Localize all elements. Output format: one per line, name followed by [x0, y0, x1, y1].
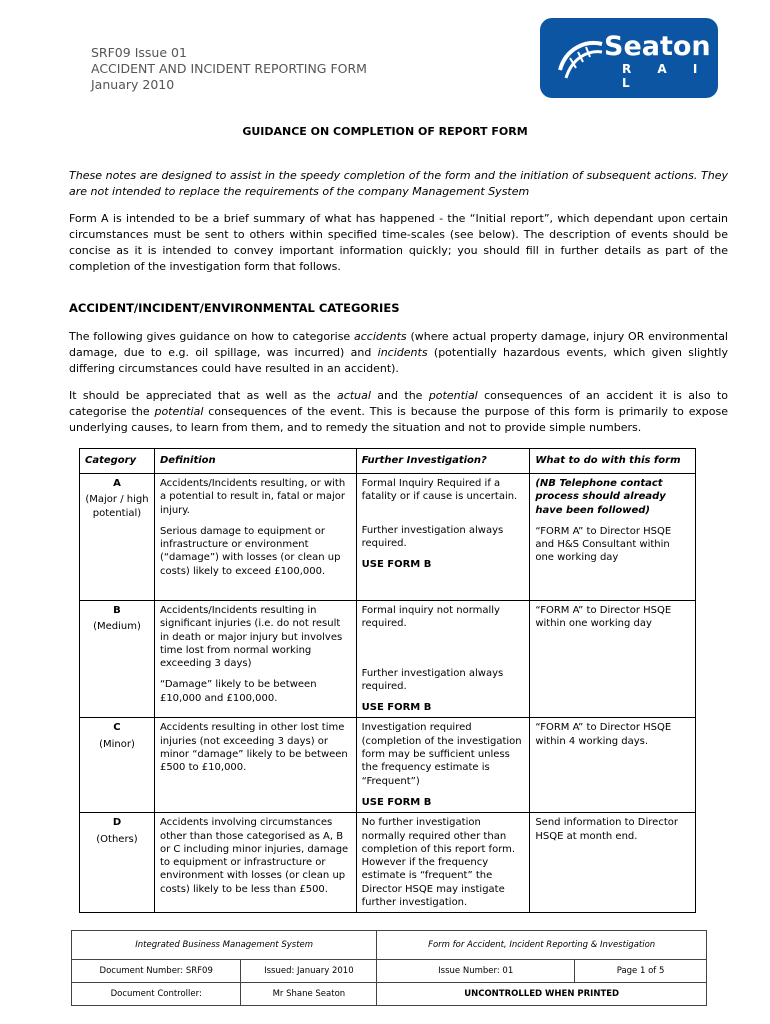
footer-controller-label: Document Controller:: [72, 983, 241, 1006]
document-footer: [71, 930, 707, 1006]
footer-controller-name: Mr Shane Seaton: [241, 983, 377, 1006]
definition-cell: Accidents resulting in other lost time injuries (not exceeding 3 days) or minor “damage” likely to be between £500 to £10,000.: [154, 718, 356, 813]
seaton-rail-logo: [540, 18, 718, 98]
action-cell: (NB Telephone contact process should already have been followed) “FORM A” to Director HSQE and H&S Consultant within one working day: [530, 474, 696, 601]
action-cell: “FORM A” to Director HSQE within one working day: [530, 601, 696, 718]
action-cell: “FORM A” to Director HSQE within 4 working days.: [530, 718, 696, 813]
category-cell: D (Others): [80, 813, 155, 913]
investigation-cell: No further investigation normally required other than completion of this report form. However if the frequency estimate is “frequent” the Director HSQE may instigate further investigation.: [356, 813, 530, 913]
header-line-3: January 2010: [91, 77, 175, 92]
intro-italic: These notes are designed to assist in the speedy completion of the form and the initiation of subsequent actions. They are not intended to replace the requirements of the company Management System: [69, 169, 728, 198]
investigation-cell: Investigation required (completion of the investigation form may be sufficient unless the frequency estimate is “Frequent”) USE FORM B: [356, 718, 530, 813]
logo-name: Seaton: [604, 31, 711, 62]
table-row: [80, 813, 696, 913]
table-header-row: [80, 449, 696, 474]
page-title: GUIDANCE ON COMPLETION OF REPORT FORM: [242, 125, 528, 138]
header-further-investigation: Further Investigation?: [356, 449, 530, 474]
footer-doc-number: Document Number: SRF09: [72, 960, 241, 983]
header-definition: Definition: [154, 449, 356, 474]
investigation-cell: Formal Inquiry Required if a fatality or if cause is uncertain. Further investigation always required. USE FORM B: [356, 474, 530, 601]
header-category: Category: [80, 449, 155, 474]
rail-swoosh-icon: [556, 34, 604, 82]
definition-cell: Accidents involving circumstances other than those categorised as A, B or C including minor injuries, damage to equipment or infrastructure or environment with losses (or clean up costs) likely to be less than £500.: [154, 813, 356, 913]
footer-issue-number: Issue Number: 01: [377, 960, 575, 983]
category-table: [79, 448, 696, 913]
footer-form-name: Form for Accident, Incident Reporting & Investigation: [377, 931, 707, 960]
definition-cell: Accidents/Incidents resulting in significant injuries (i.e. do not result in death or major injury but involves time lost from normal working exceeding 3 days) “Damage” likely to be between £10,000 and £100,000.: [154, 601, 356, 718]
intro-body: Form A is intended to be a brief summary of what has happened - the “Initial report”, which dependant upon certain circumstances must be sent to others within specified time-scales (see below). The description of events should be concise as it is intended to convey important information quickly; you should fill in further details as part of the completion of the investigation form that follows.: [69, 212, 728, 273]
section-heading: ACCIDENT/INCIDENT/ENVIRONMENTAL CATEGORIES: [69, 301, 400, 315]
table-row: [80, 718, 696, 813]
action-cell: Send information to Director HSQE at month end.: [530, 813, 696, 913]
category-cell: A (Major / high potential): [80, 474, 155, 601]
logo-sub: R A I L: [622, 62, 709, 90]
categorise-paragraph: The following gives guidance on how to categorise accidents (where actual property damage, injury OR environmental damage, due to e.g. oil spillage, was incurred) and incidents (potentially hazardous events, which given slightly differing circumstances could have resulted in an accident).: [69, 330, 728, 375]
table-row: [80, 601, 696, 718]
table-row: [80, 474, 696, 601]
category-cell: C (Minor): [80, 718, 155, 813]
investigation-cell: Formal inquiry not normally required. Further investigation always required. USE FORM B: [356, 601, 530, 718]
document-header: [91, 45, 367, 93]
footer-system: Integrated Business Management System: [72, 931, 377, 960]
category-cell: B (Medium): [80, 601, 155, 718]
footer-page: Page 1 of 5: [575, 960, 707, 983]
header-line-2: ACCIDENT AND INCIDENT REPORTING FORM: [91, 61, 367, 76]
header-what-to-do: What to do with this form: [530, 449, 696, 474]
footer-issued: Issued: January 2010: [241, 960, 377, 983]
footer-status: UNCONTROLLED WHEN PRINTED: [377, 983, 707, 1006]
header-line-1: SRF09 Issue 01: [91, 45, 187, 60]
definition-cell: Accidents/Incidents resulting, or with a potential to result in, fatal or major injury. Serious damage to equipment or infrastructure or environment (“damage”) with losses (or clean up costs) likely to exceed £100,000.: [154, 474, 356, 601]
consequences-paragraph: It should be appreciated that as well as the actual and the potential consequences of an accident it is also to categorise the potential consequences of the event. This is because the purpose of this form is primarily to expose underlying causes, to learn from them, and to remedy the situation and not to provide simple numbers.: [69, 389, 728, 434]
